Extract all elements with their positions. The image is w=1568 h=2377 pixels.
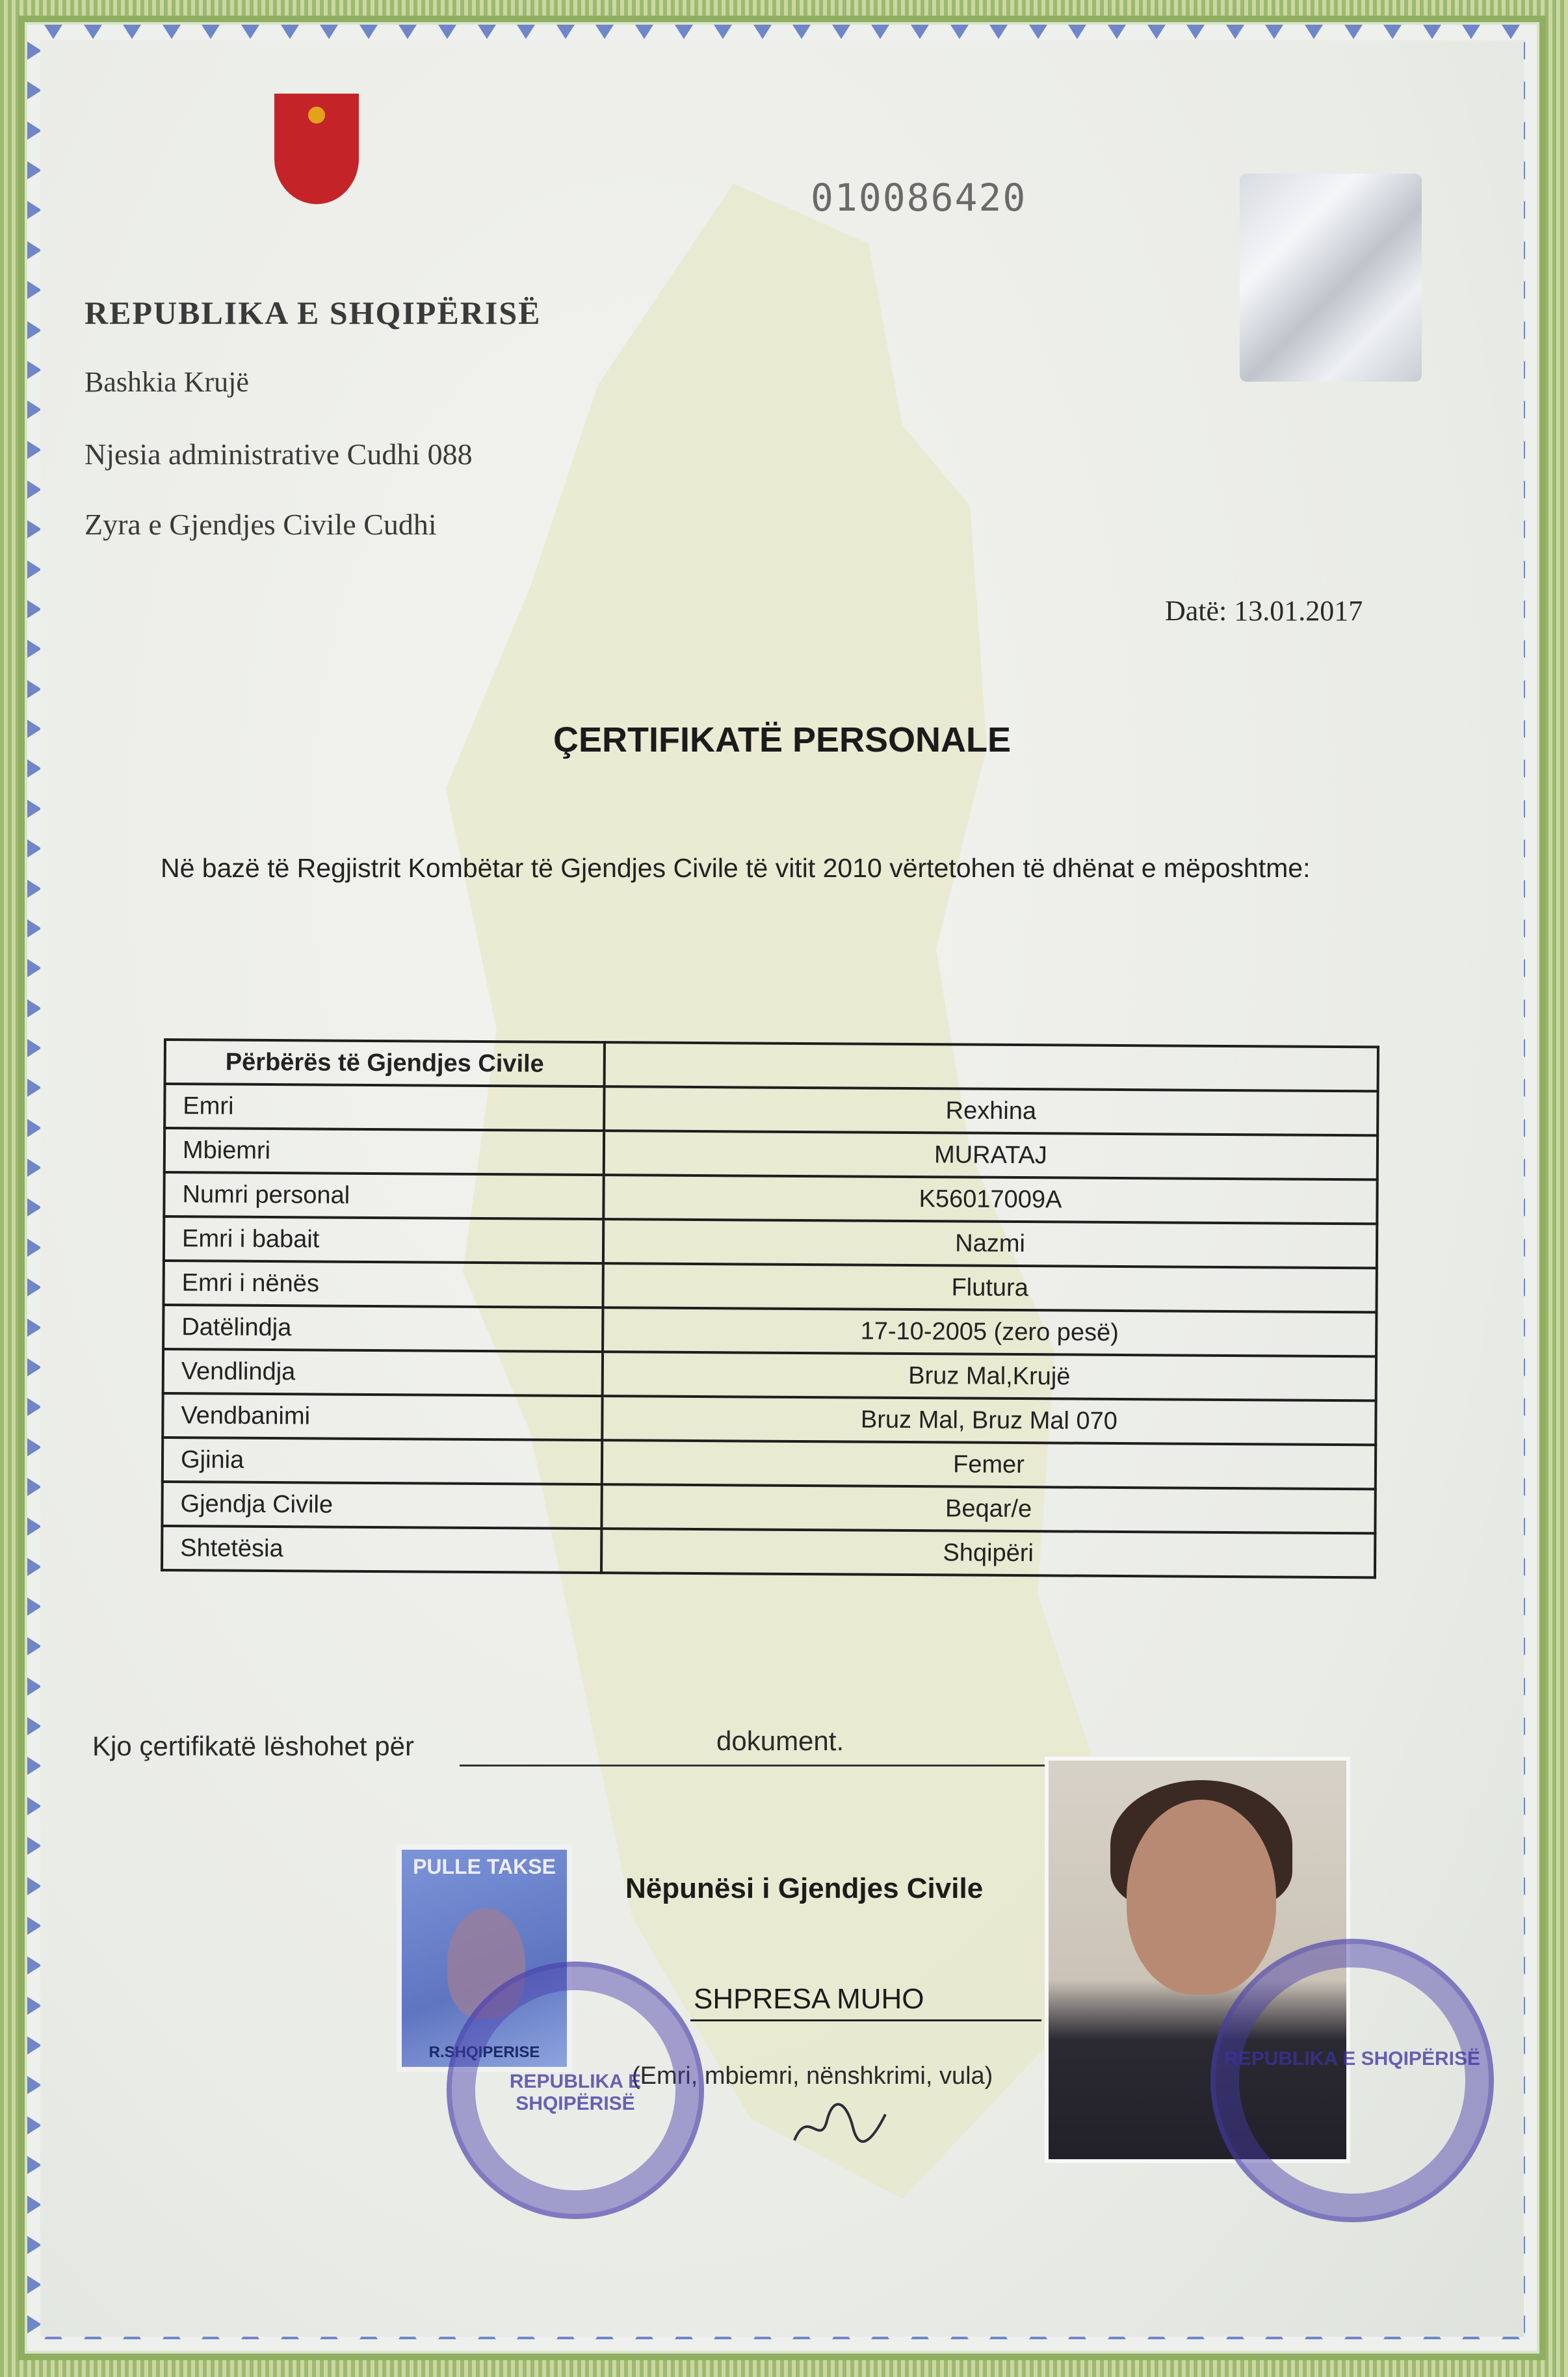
border-triangle-icon xyxy=(27,201,42,219)
border-triangle-icon xyxy=(950,25,969,39)
border-triangle-icon xyxy=(27,1278,42,1296)
border-triangle-icon xyxy=(832,25,850,39)
table-row xyxy=(162,1482,1375,1533)
border-triangle-icon xyxy=(595,25,614,39)
border-triangle-icon xyxy=(27,1438,42,1456)
table-row xyxy=(163,1393,1376,1445)
row-value: Flutura xyxy=(603,1263,1376,1312)
officer-name: SHPRESA MUHO xyxy=(694,1983,924,2015)
border-triangle-icon xyxy=(359,25,378,39)
officer-note: (Emri, mbiemri, nënshkrimi, vula) xyxy=(632,2062,993,2090)
border-triangle-icon xyxy=(792,25,811,39)
border-triangle-icon xyxy=(27,759,42,778)
table-row xyxy=(163,1349,1376,1400)
header-civil-office: Zyra e Gjendjes Civile Cudhi xyxy=(85,508,437,541)
border-triangle-icon xyxy=(27,520,42,538)
row-value: Femer xyxy=(602,1440,1376,1489)
header-municipality: Bashkia Krujë xyxy=(85,366,249,398)
border-triangle-icon xyxy=(675,25,693,39)
border-triangle-icon xyxy=(27,1997,42,2015)
border-triangle-icon xyxy=(27,640,42,658)
table-row xyxy=(164,1084,1378,1135)
table-header-label: Përbërës të Gjendjes Civile xyxy=(165,1040,605,1086)
border-triangle-icon xyxy=(27,1956,42,1975)
border-triangle-icon xyxy=(399,25,417,39)
table-row xyxy=(164,1172,1377,1224)
border-triangle-icon xyxy=(27,122,42,140)
border-triangle-icon xyxy=(911,25,929,39)
header-republic: REPUBLIKA E SHQIPËRISË xyxy=(85,295,542,331)
border-triangle-icon xyxy=(27,1517,42,1536)
border-triangle-icon xyxy=(517,25,535,39)
border-triangle-icon xyxy=(27,1119,42,1137)
certificate-paper xyxy=(40,40,1524,2337)
issued-for-line xyxy=(460,1765,1100,1766)
border-triangle-icon xyxy=(27,1717,42,1735)
border-triangle-icon xyxy=(27,1239,42,1257)
border-triangle-icon xyxy=(1029,25,1047,39)
border-triangle-icon xyxy=(27,1558,42,1576)
civil-data-table xyxy=(161,1038,1379,1579)
border-triangle-icon xyxy=(27,42,42,60)
tax-stamp-bottom: R.SHQIPERISE xyxy=(428,2043,540,2061)
border-triangle-icon xyxy=(1147,25,1166,39)
table-row xyxy=(164,1216,1377,1268)
seal-right-text: REPUBLIKA E SHQIPËRISË xyxy=(1224,2048,1480,2069)
border-triangle-icon xyxy=(27,1837,42,1855)
border-triangle-icon xyxy=(27,600,42,618)
border-triangle-icon xyxy=(1462,25,1480,39)
border-triangle-icon xyxy=(27,2276,42,2294)
issue-date: Datë: 13.01.2017 xyxy=(1165,595,1363,627)
border-triangle-icon xyxy=(281,25,299,39)
border-triangle-icon xyxy=(202,25,220,39)
row-label: Gjendja Civile xyxy=(162,1482,601,1529)
border-triangle-icon xyxy=(27,2236,42,2254)
row-value: Bruz Mal, Bruz Mal 070 xyxy=(602,1396,1376,1445)
border-triangle-icon xyxy=(753,25,772,39)
border-triangle-icon xyxy=(27,2076,42,2094)
border-triangle-icon xyxy=(27,720,42,738)
row-label: Emri xyxy=(164,1084,604,1131)
row-value: Nazmi xyxy=(603,1219,1377,1268)
border-triangle-icon xyxy=(27,1159,42,1177)
border-triangle-icon xyxy=(438,25,456,39)
border-triangle-icon xyxy=(27,1079,42,1097)
row-value: Beqar/e xyxy=(601,1484,1375,1533)
photo-face xyxy=(1127,1800,1276,1995)
border-triangle-icon xyxy=(27,480,42,499)
row-label: Emri i babait xyxy=(164,1216,603,1263)
official-seal-left xyxy=(447,1962,704,2219)
border-triangle-icon xyxy=(27,1478,42,1496)
border-triangle-icon xyxy=(163,25,181,39)
border-triangle-icon xyxy=(1226,25,1244,39)
row-value: Shqipëri xyxy=(601,1529,1375,1577)
border-triangle-icon xyxy=(989,25,1008,39)
table-row xyxy=(162,1526,1375,1577)
border-triangle-icon xyxy=(1423,25,1441,39)
table-row xyxy=(163,1261,1376,1312)
row-label: Numri personal xyxy=(164,1172,603,1219)
table-row xyxy=(164,1128,1378,1179)
row-label: Vendlindja xyxy=(163,1349,603,1396)
border-triangle-icon xyxy=(27,2156,42,2174)
table-row xyxy=(163,1438,1376,1489)
border-triangle-icon xyxy=(1344,25,1363,39)
border-triangle-icon xyxy=(320,25,338,39)
border-triangle-icon xyxy=(27,1757,42,1775)
border-triangle-icon xyxy=(478,25,496,39)
border-triangle-icon xyxy=(27,241,42,259)
border-triangle-icon xyxy=(27,401,42,419)
border-triangle-icon xyxy=(27,2315,42,2333)
border-triangle-icon xyxy=(27,839,42,858)
border-triangle-icon xyxy=(27,1877,42,1895)
border-triangle-icon xyxy=(27,959,42,977)
tax-stamp-title: PULLE TAKSE xyxy=(413,1855,556,1878)
border-triangle-icon xyxy=(556,25,575,39)
border-triangle-icon xyxy=(27,880,42,898)
border-triangle-icon xyxy=(27,1597,42,1616)
border-triangle-icon xyxy=(27,1677,42,1696)
border-triangle-icon xyxy=(27,321,42,339)
issued-for-purpose: dokument. xyxy=(716,1726,844,1756)
header-admin-unit: Njesia administrative Cudhi 088 xyxy=(85,438,473,471)
row-label: Datëlindja xyxy=(163,1305,603,1352)
table-row xyxy=(163,1305,1376,1356)
coat-of-arms-emblem xyxy=(274,94,359,204)
eagle-icon xyxy=(308,107,325,124)
border-triangle-icon xyxy=(27,1358,42,1376)
row-label: Shtetësia xyxy=(162,1526,601,1573)
border-triangle-icon xyxy=(1186,25,1205,39)
border-triangle-icon xyxy=(27,1198,42,1216)
security-hologram xyxy=(1240,174,1422,382)
border-triangle-icon xyxy=(1265,25,1283,39)
row-value: 17-10-2005 (zero pesë) xyxy=(603,1307,1376,1356)
border-triangle-icon xyxy=(1305,25,1323,39)
row-label: Mbiemri xyxy=(164,1128,604,1175)
border-triangle-icon xyxy=(27,1039,42,1057)
border-triangle-icon xyxy=(123,25,141,39)
row-value: MURATAJ xyxy=(604,1131,1378,1179)
border-triangle-icon xyxy=(1383,25,1402,39)
row-value: K56017009A xyxy=(603,1175,1377,1224)
officer-title: Nëpunësi i Gjendjes Civile xyxy=(625,1872,984,1904)
issued-for-label: Kjo çertifikatë lëshohet për xyxy=(92,1731,414,1761)
border-triangle-icon xyxy=(27,361,42,379)
table-header-row xyxy=(165,1040,1378,1091)
border-triangle-icon xyxy=(714,25,732,39)
border-triangle-icon xyxy=(27,1797,42,1815)
officer-signature-line xyxy=(690,2019,1041,2021)
intro-text: Në bazë të Regjistrit Kombëtar të Gjendjes Civile të vitit 2010 vërtetohen të dhënat e mëposhtme: xyxy=(161,853,1311,883)
border-triangle-icon xyxy=(241,25,259,39)
border-triangle-icon xyxy=(27,1319,42,1337)
border-triangle-icon xyxy=(27,441,42,459)
border-triangle-icon xyxy=(27,81,42,99)
border-triangle-icon xyxy=(27,1917,42,1935)
row-value: Rexhina xyxy=(604,1086,1378,1135)
border-triangle-icon xyxy=(635,25,653,39)
table-header-value xyxy=(605,1042,1378,1091)
border-triangle-icon xyxy=(27,2116,42,2134)
border-triangle-icon xyxy=(27,999,42,1018)
border-triangle-icon xyxy=(84,25,102,39)
seal-left-text: REPUBLIKA E SHQIPËRISË xyxy=(509,2071,642,2114)
row-label: Gjinia xyxy=(163,1438,602,1484)
row-label: Emri i nënës xyxy=(163,1261,603,1307)
border-triangle-icon xyxy=(27,1637,42,1655)
official-seal-right xyxy=(1210,1939,1494,2222)
border-triangle-icon xyxy=(27,560,42,579)
handwritten-signature xyxy=(788,2095,892,2153)
border-triangle-icon xyxy=(1108,25,1126,39)
border-triangle-icon xyxy=(871,25,889,39)
border-triangle-icon xyxy=(27,919,42,938)
border-triangle-icon xyxy=(27,2036,42,2055)
border-triangle-icon xyxy=(27,281,42,299)
border-triangle-icon xyxy=(1068,25,1086,39)
row-value: Bruz Mal,Krujë xyxy=(603,1352,1376,1400)
border-triangle-icon xyxy=(27,680,42,698)
row-label: Vendbanimi xyxy=(163,1393,602,1440)
border-triangle-icon xyxy=(27,161,42,179)
border-triangle-icon xyxy=(27,1398,42,1416)
document-title: ÇERTIFIKATË PERSONALE xyxy=(553,720,1012,759)
border-triangle-icon xyxy=(27,2196,42,2214)
border-triangle-icon xyxy=(27,800,42,818)
serial-number: 010086420 xyxy=(811,176,1027,220)
